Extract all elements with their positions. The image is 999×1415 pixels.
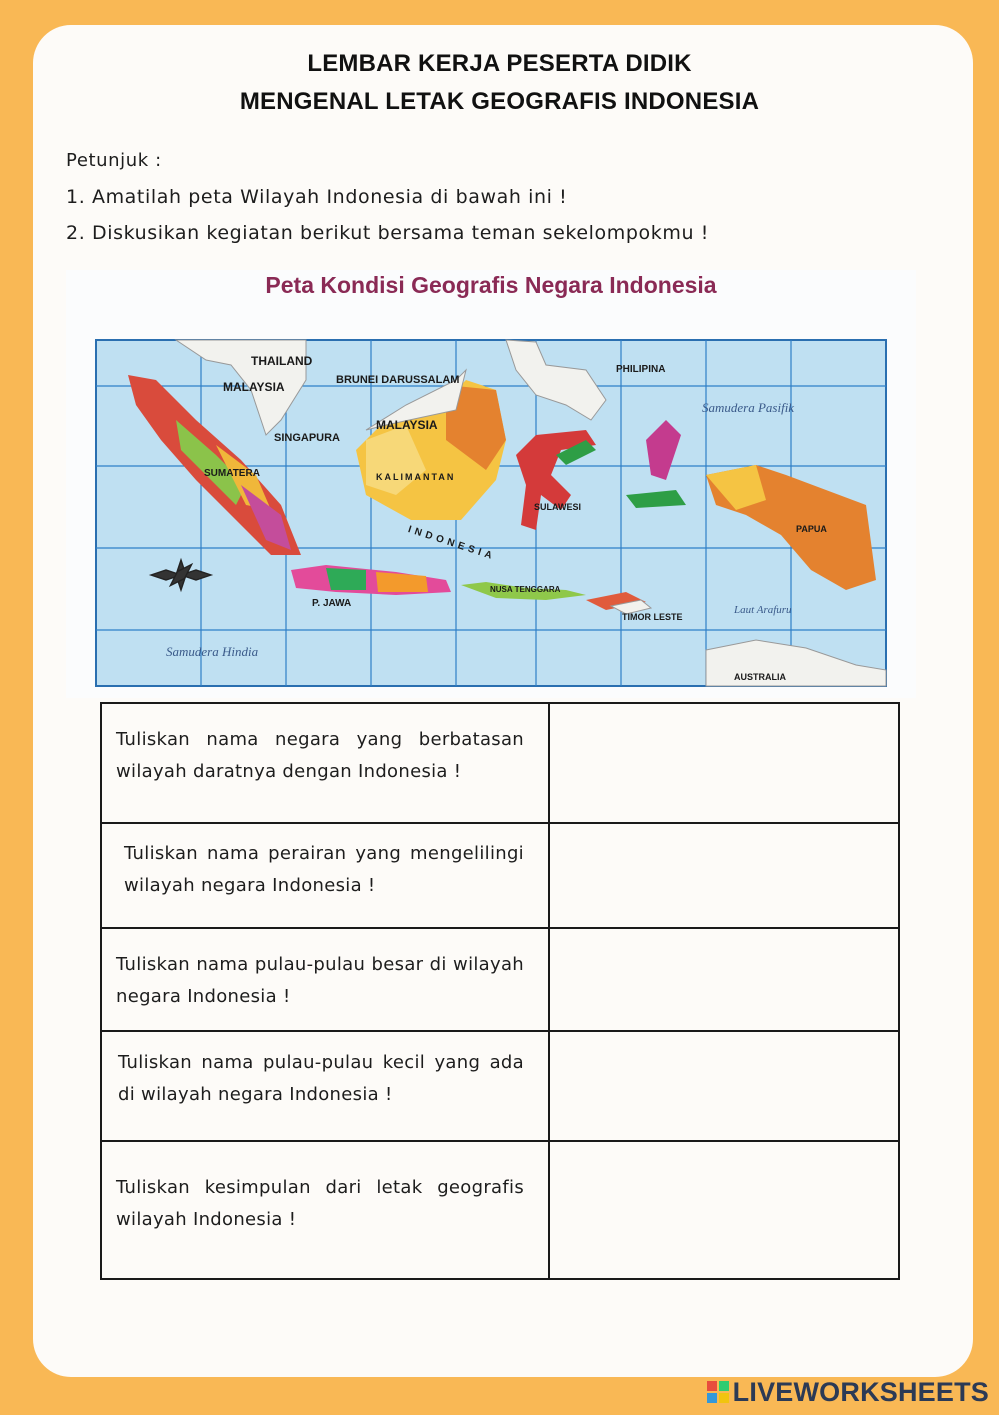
label-laut-arafuru: Laut Arafuru — [734, 604, 792, 616]
question-cell — [101, 1031, 549, 1141]
question-text: Tuliskan nama negara yang berbatasan wilayah daratnya dengan Indonesia ! — [116, 729, 524, 782]
label-samudera-hindia: Samudera Hindia — [166, 644, 259, 659]
question-text: Tuliskan nama pulau-pulau kecil yang ada di wilayah negara Indonesia ! — [118, 1052, 524, 1105]
liveworksheets-brand: LIVEWORKSHEETS — [732, 1376, 989, 1407]
question-cell — [101, 823, 549, 928]
label-samudera-pasifik: Samudera Pasifik — [702, 400, 795, 415]
label-timor-leste: TIMOR LESTE — [622, 612, 683, 622]
label-jawa: P. JAWA — [312, 598, 352, 609]
label-papua: PAPUA — [796, 524, 827, 534]
answer-field[interactable] — [549, 1141, 899, 1279]
question-text: Tuliskan nama pulau-pulau besar di wilayah negara Indonesia ! — [116, 954, 524, 1007]
answer-field[interactable] — [549, 703, 899, 823]
label-nusa-tenggara: NUSA TENGGARA — [490, 585, 561, 594]
label-sulawesi: SULAWESI — [534, 502, 582, 512]
instruction-step-1: 1. Amatilah peta Wilayah Indonesia di bawah ini ! — [66, 186, 568, 208]
question-table — [100, 702, 900, 1280]
map-illustration — [66, 270, 916, 698]
label-malaysia-east: MALAYSIA — [376, 418, 438, 432]
label-brunei: BRUNEI DARUSSALAM — [336, 374, 460, 386]
question-row — [101, 928, 899, 1031]
answer-field[interactable] — [549, 823, 899, 928]
question-cell — [101, 928, 549, 1031]
answer-field[interactable] — [549, 928, 899, 1031]
map-title: Peta Kondisi Geografis Negara Indonesia — [265, 272, 717, 298]
label-indonesia: INDONESIA — [406, 524, 498, 563]
label-singapura: SINGAPURA — [274, 432, 341, 444]
worksheet-title-line2: MENGENAL LETAK GEOGRAFIS INDONESIA — [239, 88, 760, 115]
instructions-heading: Petunjuk : — [66, 150, 162, 171]
question-cell — [101, 703, 549, 823]
indonesia-map — [66, 270, 916, 698]
question-row — [101, 1031, 899, 1141]
label-philipina: PHILIPINA — [616, 364, 666, 375]
question-row — [101, 703, 899, 823]
liveworksheets-icon — [707, 1381, 729, 1403]
question-row — [101, 1141, 899, 1279]
worksheet-title-line1: LEMBAR KERJA PESERTA DIDIK — [307, 50, 692, 77]
label-thailand: THAILAND — [251, 354, 313, 368]
label-malaysia-west: MALAYSIA — [223, 380, 285, 394]
liveworksheets-logo — [707, 1377, 989, 1407]
question-text: Tuliskan nama perairan yang mengelilingi wilayah negara Indonesia ! — [124, 843, 524, 896]
question-text: Tuliskan kesimpulan dari letak geografis wilayah Indonesia ! — [116, 1177, 524, 1230]
label-australia: AUSTRALIA — [734, 672, 786, 682]
answer-field[interactable] — [549, 1031, 899, 1141]
question-row — [101, 823, 899, 928]
label-kalimantan: KALIMANTAN — [376, 472, 456, 482]
question-cell — [101, 1141, 549, 1279]
instruction-step-2: 2. Diskusikan kegiatan berikut bersama teman sekelompokmu ! — [66, 222, 709, 244]
label-sumatera: SUMATERA — [204, 468, 260, 479]
